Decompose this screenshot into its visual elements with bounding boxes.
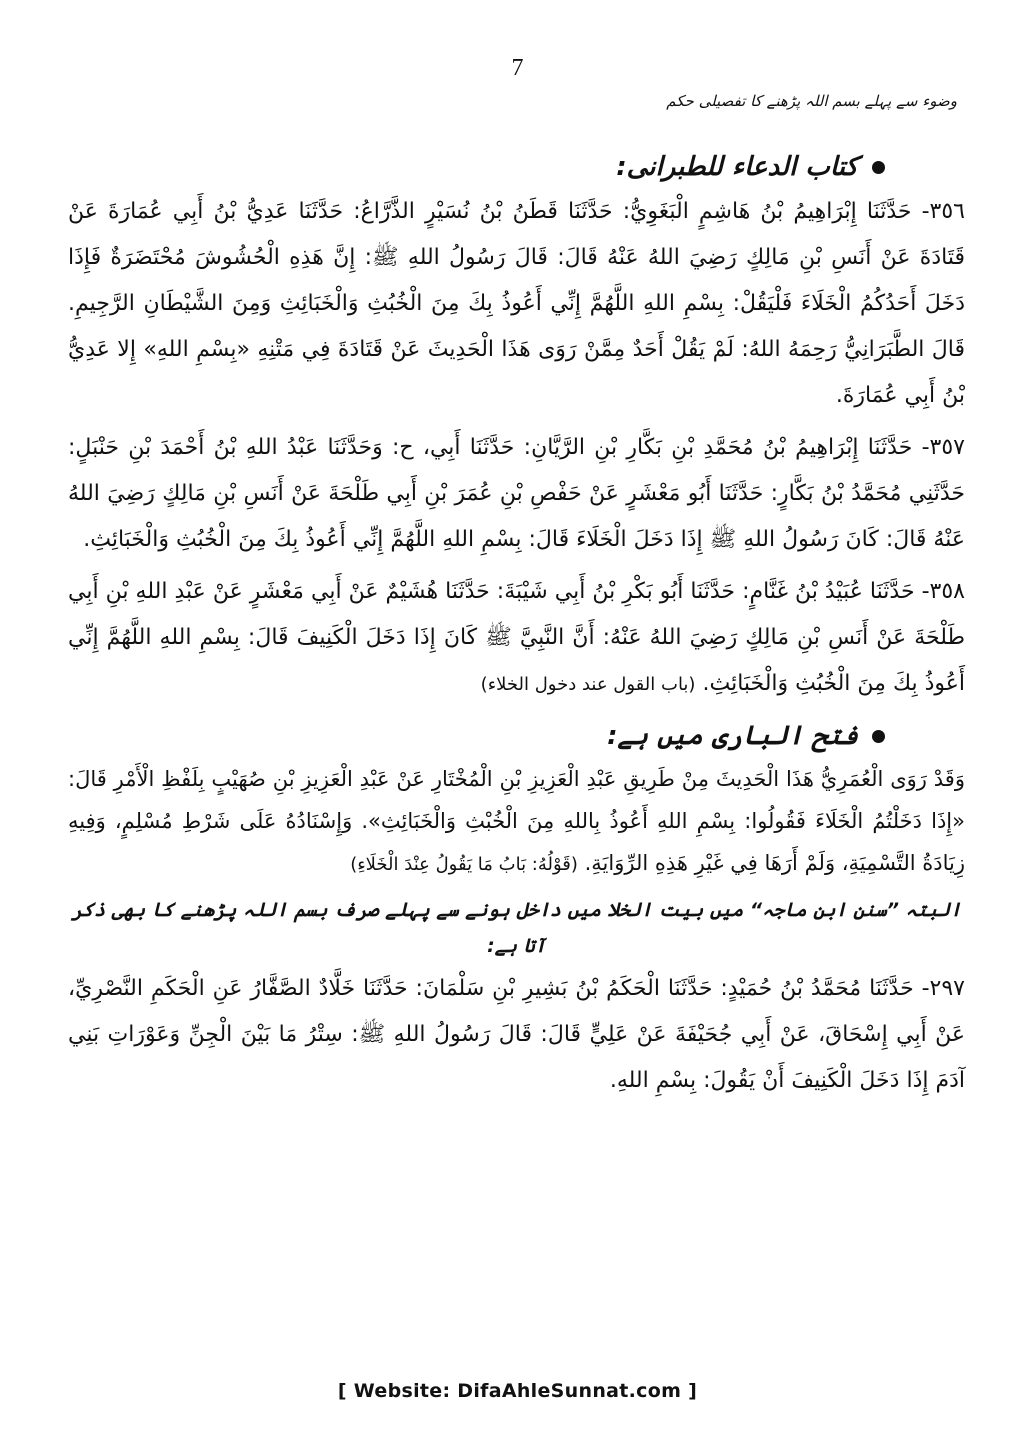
bullet-icon [872,161,885,174]
section-heading-tabarani [68,145,965,189]
bullet-icon [872,730,885,743]
section-heading-text: فتح الباری میں ہے: [607,721,858,751]
page-number: 7 [511,55,524,81]
hadith-357 [68,425,965,563]
section-subheading-ibn-majah: البتہ ”سنن ابن ماجہ“ میں بیت الخلا میں داخل ہونے سے پہلے صرف بسم اللہ پڑھنے کا بھی ذکر آتا ہے: [71,899,962,957]
section-heading-fath-al-bari [68,714,965,758]
hadith-reference: (باب القول عند دخول الخلاء) [480,674,696,695]
hadith-text: ٣٥٨- حَدَّثَنَا عُبَيْدُ بْنُ غَنَّامٍ: حَدَّثَنَا أَبُو بَكْرِ بْنُ أَبِي شَيْبَةَ: حَدَّثَنَا هُشَيْمٌ عَنْ أَبِي مَعْشَرٍ عَنْ عَبْدِ اللهِ بْنِ أَبِي طَلْحَةَ عَنْ أَنَسِ بْنِ مَالِكٍ رَضِيَ اللهُ عَنْهُ: أَنَّ النَّبِيَّ ﷺ كَانَ إِذَا دَخَلَ الْكَنِيفَ قَالَ: بِسْمِ اللهِ اللَّهُمَّ إِنِّي أَعُوذُ بِكَ مِنَ الْخُبُثِ وَالْخَبَائِثِ. [68,579,965,696]
fath-al-bari-quote [68,758,965,886]
website-footer: [ Website: DifaAhleSunnat.com ] [337,1380,698,1402]
hadith-text: ٣٥٦- حَدَّثَنَا إِبْرَاهِيمُ بْنُ هَاشِمٍ الْبَغَوِيُّ: حَدَّثَنَا قَطَنُ بْنُ نُسَيْرٍ الذَّرَّاعُ: حَدَّثَنَا عَدِيُّ بْنُ أَبِي عُمَارَةَ عَنْ قَتَادَةَ عَنْ أَنَسِ بْنِ مَالِكٍ رَضِيَ اللهُ عَنْهُ قَالَ: قَالَ رَسُولُ اللهِ ﷺ: إِنَّ هَذِهِ الْحُشُوشَ مُحْتَضَرَةٌ فَإِذَا دَخَلَ أَحَدُكُمُ الْخَلَاءَ فَلْيَقُلْ: بِسْمِ اللهِ اللَّهُمَّ إِنِّي أَعُوذُ بِكَ مِنَ الْخُبُثِ وَالْخَبَائِثِ وَمِنَ الشَّيْطَانِ الرَّجِيمِ. قَالَ الطَّبَرَانِيُّ رَحِمَهُ اللهُ: لَمْ يَقُلْ أَحَدٌ مِمَّنْ رَوَى هَذَا الْحَدِيثَ عَنْ قَتَادَةَ فِي مَتْنِهِ «بِسْمِ اللهِ» إِلا عَدِيُّ بْنُ أَبِي عُمَارَةَ. [68,199,965,408]
hadith-297 [68,966,965,1104]
page-content [68,145,965,1110]
section-heading-text: کتاب الدعاء للطبرانی: [616,152,858,182]
hadith-text: ٢٩٧- حَدَّثَنَا مُحَمَّدُ بْنُ حُمَيْدٍ: حَدَّثَنَا الْحَكَمُ بْنُ بَشِيرِ بْنِ سَلْمَانَ: حَدَّثَنَا خَلَّادٌ الصَّفَّارُ عَنِ الْحَكَمِ النَّصْرِيِّ، عَنْ أَبِي إِسْحَاقَ، عَنْ أَبِي جُحَيْفَةَ عَنْ عَلِيٍّ قَالَ: قَالَ رَسُولُ اللهِ ﷺ: سِتْرُ مَا بَيْنَ الْجِنِّ وَعَوْرَاتِ بَنِي آدَمَ إِذَا دَخَلَ الْكَنِيفَ أَنْ يَقُولَ: بِسْمِ اللهِ. [68,976,965,1093]
hadith-358 [68,569,965,708]
hadith-356 [68,189,965,419]
hadith-text: ٣٥٧- حَدَّثَنَا إِبْرَاهِيمُ بْنُ مُحَمَّدِ بْنِ بَكَّارِ بْنِ الرَّيَّانِ: حَدَّثَنَا أَبِي، ح: وَحَدَّثَنَا عَبْدُ اللهِ بْنُ أَحْمَدَ بْنِ حَنْبَلٍ: حَدَّثَنِي مُحَمَّدُ بْنُ بَكَّارٍ: حَدَّثَنَا أَبُو مَعْشَرٍ عَنْ حَفْصِ بْنِ عُمَرَ بْنِ أَبِي طَلْحَةَ عَنْ أَنَسِ بْنِ مَالِكٍ رَضِيَ اللهُ عَنْهُ قَالَ: كَانَ رَسُولُ اللهِ ﷺ إِذَا دَخَلَ الْخَلَاءَ قَالَ: بِسْمِ اللهِ اللَّهُمَّ إِنِّي أَعُوذُ بِكَ مِنَ الْخُبُثِ وَالْخَبَائِثِ. [68,435,965,552]
quote-reference: (قَوْلُهُ: بَابُ مَا يَقُولُ عِنْدَ الْخَلَاءِ) [350,854,578,875]
quote-text: وَقَدْ رَوَى الْعُمَرِيُّ هَذَا الْحَدِيثَ مِنْ طَرِيقِ عَبْدِ الْعَزِيزِ بْنِ الْمُخْتَارِ عَنْ عَبْدِ الْعَزِيزِ بْنِ صُهَيْبٍ بِلَفْظِ الْأَمْرِ قَالَ: «إِذَا دَخَلْتُمُ الْخَلَاءَ فَقُولُوا: بِسْمِ اللهِ أَعُوذُ بِاللهِ مِنَ الْخُبْثِ وَالْخَبَائِثِ». وَإِسْنَادُهُ عَلَى شَرْطِ مُسْلِمٍ، وَفِيهِ زِيَادَةُ التَّسْمِيَةِ، وَلَمْ أَرَهَا فِي غَيْرِ هَذِهِ الرِّوَايَةِ. [68,767,965,875]
running-head: وضوء سے پہلے بسم اللہ پڑھنے کا تفصیلی حکم [666,92,957,110]
